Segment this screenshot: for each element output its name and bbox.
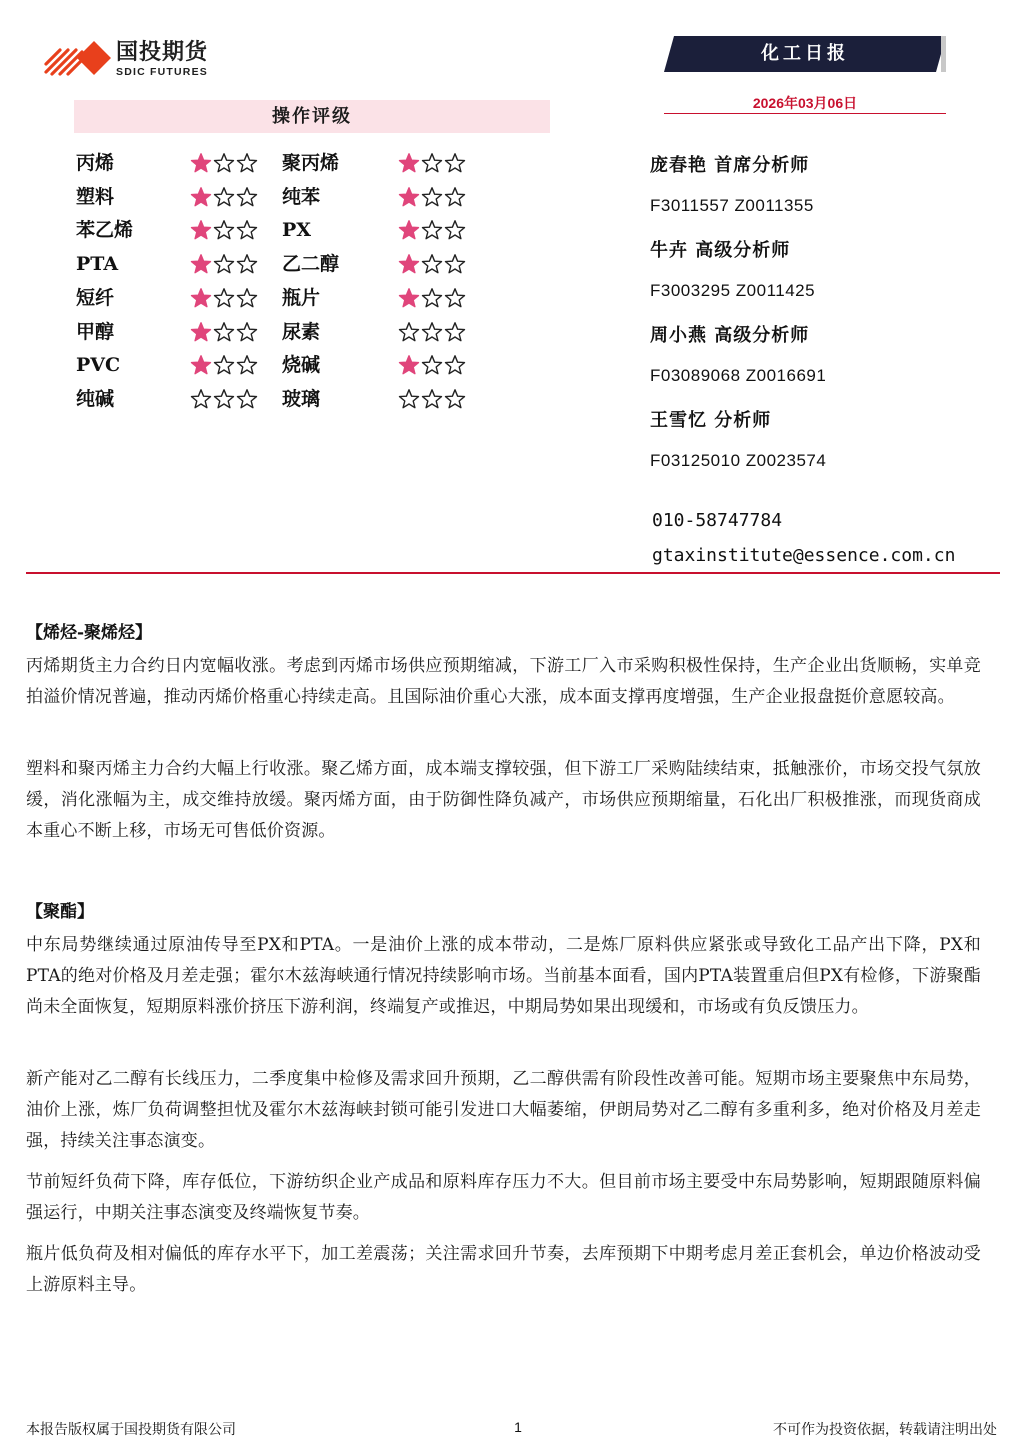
star-outline-icon (421, 219, 443, 241)
star-outline-icon (444, 354, 466, 376)
star-rating (398, 182, 466, 212)
analyst-3-id: F03089068 Z0016691 (650, 366, 827, 385)
sdic-logo-icon (42, 40, 114, 80)
product-name: 甲醇 (76, 320, 115, 343)
star-outline-icon (444, 287, 466, 309)
polyester-paragraph-2: 新产能对乙二醇有长线压力，二季度集中检修及需求回升预期，乙二醇供需有阶段性改善可能。短期市场主要聚焦中东局势，油价上涨，炼厂负荷调整担忧及霍尔木兹海峡封锁可能引发进口大幅萎缩，伊朗局势对乙二醇有多重利多，绝对价格及月差走强，持续关注事态演变。 (26, 1069, 981, 1151)
company-logo (42, 40, 242, 80)
analyst-1-id: F3011557 Z0011355 (650, 196, 814, 215)
analyst-1-name: 庞春艳 首席分析师 (650, 155, 810, 176)
date-divider (664, 113, 946, 114)
star-filled-icon (398, 287, 420, 309)
star-outline-icon (236, 253, 258, 275)
star-rating (190, 215, 258, 245)
product-name: PX (282, 219, 312, 242)
star-filled-icon (398, 354, 420, 376)
analyst-4-name: 王雪忆 分析师 (650, 410, 772, 431)
star-outline-icon (421, 253, 443, 275)
star-outline-icon (444, 321, 466, 343)
star-outline-icon (213, 219, 235, 241)
star-rating (398, 215, 466, 245)
product-name: 乙二醇 (282, 253, 340, 276)
report-title: 化工日报 (761, 43, 849, 64)
olefins-paragraph-1: 丙烯期货主力合约日内宽幅收涨。考虑到丙烯市场供应预期缩减，下游工厂入市采购积极性保持，生产企业出货顺畅，实单竞拍溢价情况普遍，推动丙烯价格重心持续走高。且国际油价重心大涨，成本面支撑再度增强，生产企业报盘挺价意愿较高。 (26, 656, 981, 707)
star-outline-icon (444, 219, 466, 241)
rating-row (76, 283, 556, 313)
rating-row (76, 350, 556, 380)
star-outline-icon (190, 388, 212, 410)
star-outline-icon (213, 253, 235, 275)
star-outline-icon (213, 152, 235, 174)
star-filled-icon (398, 186, 420, 208)
star-outline-icon (236, 152, 258, 174)
star-outline-icon (213, 186, 235, 208)
header-divider (26, 572, 1000, 574)
product-name: PTA (76, 253, 119, 276)
rating-table-title: 操作评级 (74, 100, 550, 133)
rating-row (76, 317, 556, 347)
star-rating (190, 249, 258, 279)
star-rating (190, 148, 258, 178)
star-outline-icon (444, 253, 466, 275)
star-filled-icon (190, 354, 212, 376)
logo-chinese-text: 国投期货 (116, 40, 209, 66)
star-filled-icon (190, 287, 212, 309)
contact-email[interactable]: gtaxinstitute@essence.com.cn (652, 545, 956, 566)
product-name: 塑料 (76, 185, 115, 208)
star-filled-icon (398, 152, 420, 174)
star-rating (190, 283, 258, 313)
star-rating (398, 249, 466, 279)
star-rating (398, 317, 466, 347)
polyester-paragraph-1: 中东局势继续通过原油传导至PX和PTA。一是油价上涨的成本带动，二是炼厂原料供应紧张或导致化工品产出下降，PX和PTA的绝对价格及月差走强；霍尔木兹海峡通行情况持续影响市场。当前基本面看，国内PTA装置重启但PX有检修，下游聚酯尚未全面恢复，短期原料涨价挤压下游利润，终端复产或推迟，中期局势如果出现缓和，市场或有负反馈压力。 (26, 935, 981, 1017)
star-outline-icon (421, 287, 443, 309)
footer-copyright: 本报告版权属于国投期货有限公司 (26, 1422, 236, 1438)
star-filled-icon (398, 253, 420, 275)
report-type-banner (664, 36, 946, 72)
rating-row (76, 182, 556, 212)
product-name: 短纤 (76, 286, 115, 309)
star-outline-icon (213, 287, 235, 309)
star-filled-icon (190, 253, 212, 275)
star-outline-icon (421, 354, 443, 376)
star-outline-icon (398, 321, 420, 343)
star-rating (190, 384, 258, 414)
product-name: 聚丙烯 (282, 152, 340, 174)
star-outline-icon (213, 354, 235, 376)
analyst-2-name: 牛卉 高级分析师 (650, 240, 791, 261)
star-filled-icon (190, 321, 212, 343)
star-outline-icon (421, 152, 443, 174)
star-outline-icon (421, 186, 443, 208)
star-rating (398, 283, 466, 313)
logo-english-text: SDIC FUTURES (116, 66, 208, 79)
rating-row (76, 249, 556, 279)
star-outline-icon (236, 388, 258, 410)
rating-row (76, 384, 556, 414)
section-title-polyester: 【聚酯】 (26, 902, 94, 922)
star-outline-icon (236, 321, 258, 343)
rating-row (76, 215, 556, 245)
star-outline-icon (444, 388, 466, 410)
star-outline-icon (236, 219, 258, 241)
star-rating (398, 384, 466, 414)
report-date: 2026年03月06日 (752, 95, 858, 111)
product-name: 苯乙烯 (76, 219, 134, 242)
star-rating (398, 350, 466, 380)
polyester-paragraph-3: 节前短纤负荷下降，库存低位，下游纺织企业产成品和原料库存压力不大。但目前市场主要受中东局势影响，短期跟随原料偏强运行，中期关注事态演变及终端恢复节奏。 (26, 1172, 981, 1223)
analyst-4-id: F03125010 Z0023574 (650, 451, 827, 470)
star-rating (190, 182, 258, 212)
analyst-3-name: 周小燕 高级分析师 (650, 325, 810, 346)
star-outline-icon (421, 388, 443, 410)
star-rating (190, 350, 258, 380)
analyst-2-id: F3003295 Z0011425 (650, 281, 816, 300)
star-outline-icon (444, 152, 466, 174)
product-name: 纯碱 (76, 387, 115, 410)
page-number: 1 (514, 1419, 522, 1435)
product-name: 瓶片 (282, 286, 321, 309)
product-name: 烧碱 (282, 354, 321, 377)
star-filled-icon (398, 219, 420, 241)
polyester-paragraph-4: 瓶片低负荷及相对偏低的库存水平下，加工差震荡；关注需求回升节奏，去库预期下中期考虑月差正套机会，单边价格波动受上游原料主导。 (26, 1244, 981, 1295)
contact-phone: 010-58747784 (652, 510, 783, 531)
product-name: 丙烯 (76, 152, 115, 174)
star-outline-icon (421, 321, 443, 343)
star-rating (190, 317, 258, 347)
star-filled-icon (190, 186, 212, 208)
star-outline-icon (213, 321, 235, 343)
star-outline-icon (213, 388, 235, 410)
star-outline-icon (236, 287, 258, 309)
star-outline-icon (236, 354, 258, 376)
footer-disclaimer: 不可作为投资依据，转载请注明出处 (773, 1422, 997, 1438)
star-filled-icon (190, 219, 212, 241)
star-filled-icon (190, 152, 212, 174)
star-outline-icon (444, 186, 466, 208)
star-outline-icon (236, 186, 258, 208)
star-outline-icon (398, 388, 420, 410)
section-title-olefins: 【烯烃-聚烯烃】 (26, 623, 153, 643)
product-name: 玻璃 (282, 387, 321, 410)
olefins-paragraph-2: 塑料和聚丙烯主力合约大幅上行收涨。聚乙烯方面，成本端支撑较强，但下游工厂采购陆续结束，抵触涨价，市场交投气氛放缓，消化涨幅为主，成交维持放缓。聚丙烯方面，由于防御性降负减产，市场供应预期缩量，石化出厂积极推涨，而现货商成本重心不断上移，市场无可售低价资源。 (26, 759, 981, 841)
product-name: 尿素 (282, 320, 321, 343)
product-name: 纯苯 (282, 185, 321, 208)
star-rating (398, 148, 466, 178)
product-name: PVC (76, 354, 121, 377)
rating-row (76, 148, 556, 178)
